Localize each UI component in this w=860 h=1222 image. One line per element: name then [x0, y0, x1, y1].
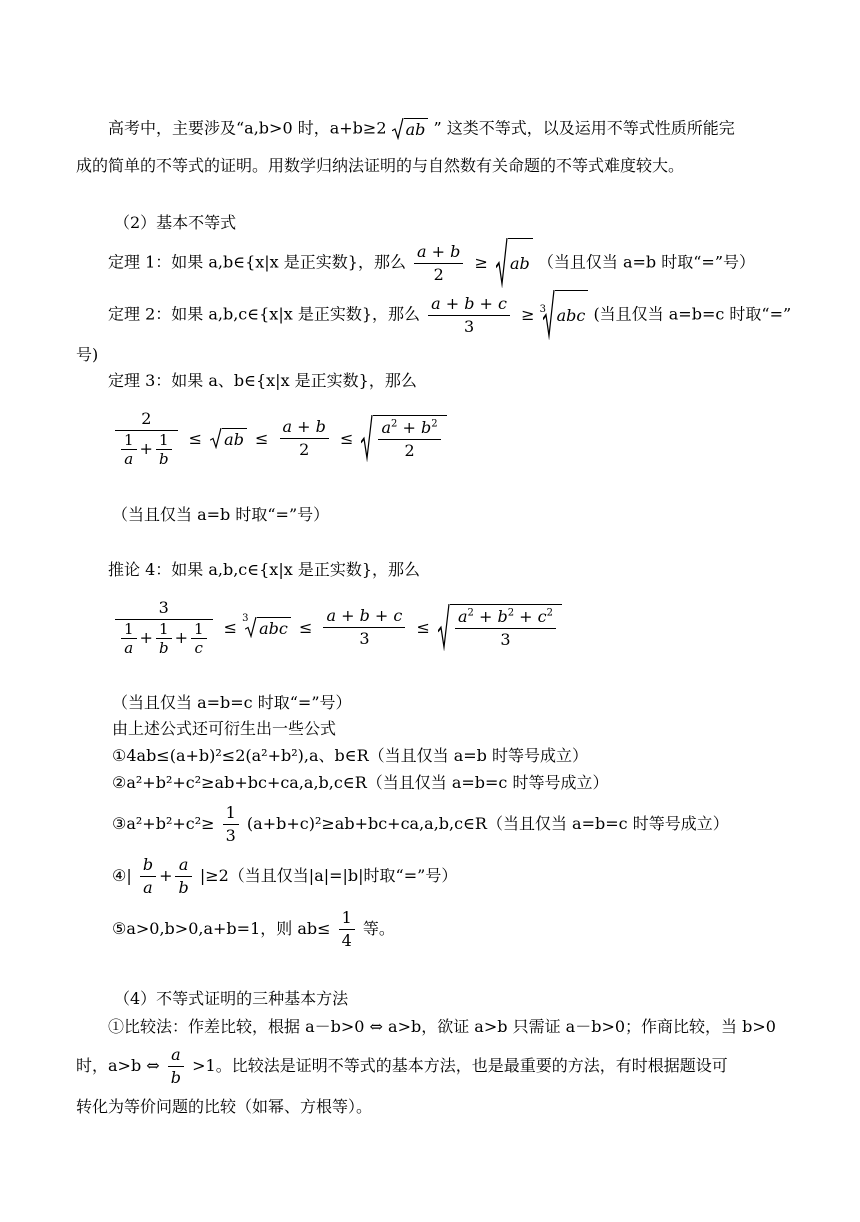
theorem-2: 定理 2：如果 a,b,c∈{x|x 是正实数}，那么 $\frac{a + b + c}{3}$ ≥ 3 abc (当且仅当 a=b=c 时取“=”	[108, 290, 791, 340]
harmonic-mean-abc: 3 $\frac{1}{a}$ + $\frac{1}{b}$ + $\frac{1}{c}$	[115, 597, 213, 657]
theorem-2-continued: 号)	[76, 345, 99, 364]
method-1-line-1: ①比较法：作差比较，根据 a－b>0 ⇔ a>b，欲证 a>b 只需证 a－b>0；作商比较，当 b>0	[108, 1017, 776, 1036]
theorem-3-note: （当且仅当 a=b 时取“=”号）	[112, 505, 330, 524]
sqrt-quadratic-mean-ab: $\frac{a^2 + b^2}{2}$	[361, 415, 446, 462]
formula-2: ②a²+b²+c²≥ab+bc+ca,a,b,c∈R（当且仅当 a=b=c 时等号成立）	[112, 773, 609, 792]
corollary-4-note: （当且仅当 a=b=c 时取“=”号）	[112, 693, 352, 712]
sqrt-ab: ab	[392, 118, 429, 140]
intro-line-2: 成的简单的不等式的证明。用数学归纳法证明的与自然数有关命题的不等式难度较大。	[76, 156, 685, 175]
formula-1: ①4ab≤(a+b)²≤2(a²+b²),a、b∈R（当且仅当 a=b 时等号成立）	[112, 746, 589, 765]
harmonic-mean-ab: 2 $\frac{1}{a}$ + $\frac{1}{b}$	[115, 408, 178, 468]
section-2-heading: （2）基本不等式	[114, 213, 237, 232]
intro-text-pre: 高考中，主要涉及“a,b>0 时，a+b≥2	[108, 118, 387, 138]
theorem-3: 定理 3：如果 a、b∈{x|x 是正实数}，那么	[108, 371, 417, 390]
corollary-4-formula: 3 $\frac{1}{a}$ + $\frac{1}{b}$ + $\frac{1}{c}$ ≤ 3 abc ≤ $\frac{a + b + c}{3}$ ≤ $\frac{a^2 + b^2 + c^2}{3}$	[112, 597, 562, 657]
sqrt-ab: ab	[496, 238, 533, 288]
corollary-4: 推论 4：如果 a,b,c∈{x|x 是正实数}，那么	[108, 560, 420, 579]
formula-3: ③a²+b²+c²≥ $\frac{1}{3}$ (a+b+c)²≥ab+bc+ca,a,b,c∈R（当且仅当 a=b=c 时等号成立）	[112, 803, 729, 845]
method-1-line-3: 转化为等价问题的比较（如幂、方根等）。	[76, 1097, 373, 1116]
fraction-a-plus-b-over-2: $\frac{a + b}{2}$	[414, 241, 463, 286]
sqrt-ab: ab	[210, 428, 247, 449]
cube-root-abc: 3 abc	[245, 617, 291, 638]
fraction-a-plus-b-over-2: $\frac{a + b}{2}$	[280, 416, 329, 461]
formula-4: ④| $\frac{b}{a}$ + $\frac{a}{b}$ |≥2（当且仅当|a|=|b|时取“=”号）	[112, 855, 458, 897]
intro-line-1	[108, 118, 735, 140]
fraction-a-b-c-over-3: $\frac{a + b + c}{3}$	[323, 605, 405, 650]
method-1-line-2: 时，a>b ⇔ $\frac{a}{b}$ >1。比较法是证明不等式的基本方法，也是最重要的方法，有时根据题设可	[76, 1045, 728, 1087]
theorem-1: 定理 1：如果 a,b∈{x|x 是正实数}，那么 $\frac{a + b}{2}$ ≥ ab （当且仅当 a=b 时取“=”号）	[108, 238, 755, 288]
cube-root-abc: 3 abc	[543, 290, 589, 340]
derive-text: 由上述公式还可衍生出一些公式	[112, 719, 337, 738]
sqrt-quadratic-mean-abc: $\frac{a^2 + b^2 + c^2}{3}$	[438, 604, 562, 651]
formula-5: ⑤a>0,b>0,a+b=1，则 ab≤ $\frac{1}{4}$ 等。	[112, 908, 395, 950]
intro-text-post: ” 这类不等式，以及运用不等式性质所能完	[433, 118, 735, 138]
section-4-heading: （4）不等式证明的三种基本方法	[114, 989, 349, 1008]
theorem-3-formula: 2 $\frac{1}{a}$ + $\frac{1}{b}$ ≤ ab ≤ $\frac{a + b}{2}$ ≤ $\frac{a^2 + b^2}{2}$	[112, 408, 447, 468]
fraction-a-b-c-over-3: $\frac{a + b + c}{3}$	[428, 293, 510, 338]
